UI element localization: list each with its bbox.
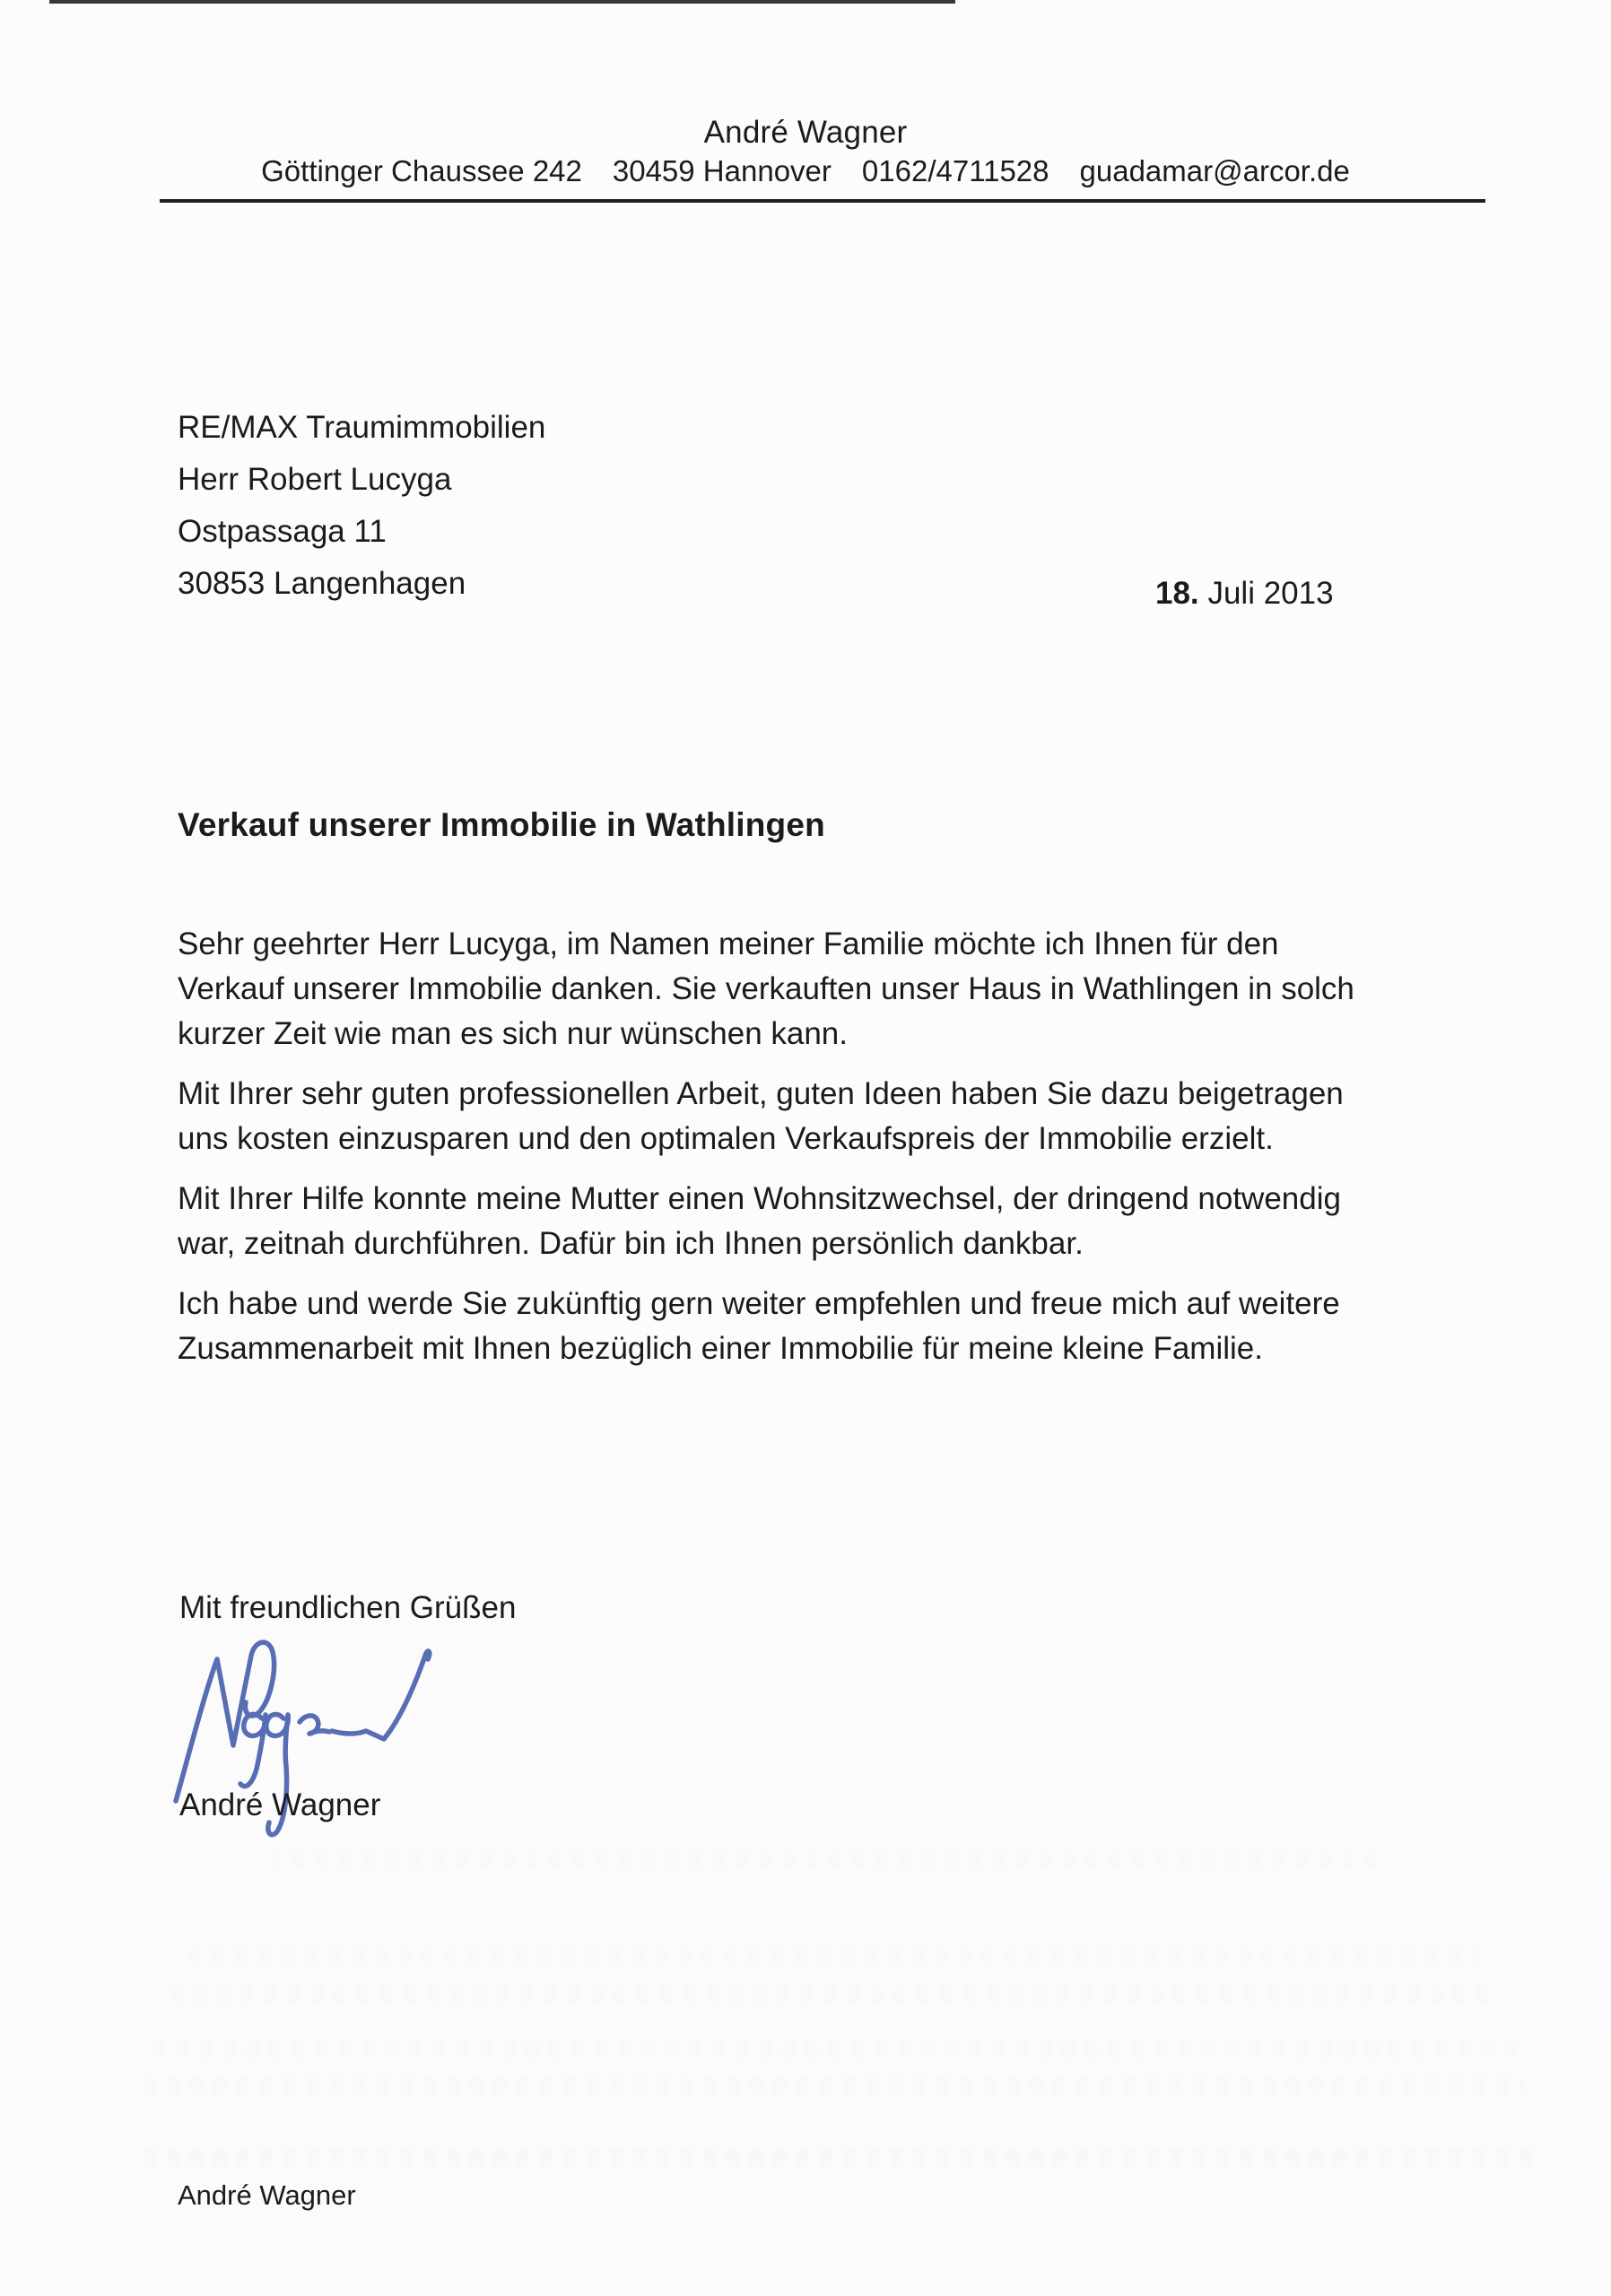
scan-artifact-bar <box>49 0 955 4</box>
letterhead-contact-line <box>0 154 1611 188</box>
letterhead-divider-rule <box>160 199 1485 203</box>
paragraph <box>178 1282 1487 1371</box>
closing-salutation: Mit freundlichen Grüßen <box>179 1590 517 1625</box>
body-line: uns kosten einzusparen und den optimalen Verkaufspreis der Immobilie erzielt. <box>178 1121 1274 1156</box>
scan-bleed-artifact <box>170 1984 1498 2004</box>
recipient-person: Herr Robert Lucyga <box>178 462 452 497</box>
date-day: 18. <box>1155 576 1199 611</box>
body-line: kurzer Zeit wie man es sich nur wünschen kann. <box>178 1016 848 1051</box>
body-line: Sehr geehrter Herr Lucyga, im Namen meiner Familie möchte ich Ihnen für den <box>178 926 1279 961</box>
body-line: Zusammenarbeit mit Ihnen bezüglich einer Immobilie für meine kleine Familie. <box>178 1331 1263 1366</box>
letterhead-name: André Wagner <box>703 115 908 150</box>
paragraph <box>178 922 1487 1057</box>
letterhead-phone: 0162/4711528 <box>861 154 1049 187</box>
scan-bleed-artifact <box>188 1946 1480 1966</box>
recipient-company: RE/MAX Traumimmobilien <box>178 410 546 445</box>
body-line: war, zeitnah durchführen. Dafür bin ich Ihnen persönlich dankbar. <box>178 1226 1084 1261</box>
signer-name: André Wagner <box>179 1787 381 1822</box>
subject-line: Verkauf unserer Immobilie in Wathlingen <box>178 806 825 843</box>
letterhead-email: guadamar@arcor.de <box>1079 154 1350 187</box>
footer-name: André Wagner <box>178 2179 356 2211</box>
date-month-year: Juli 2013 <box>1207 576 1334 611</box>
scan-bleed-artifact <box>144 2148 1543 2168</box>
letter-body <box>178 922 1487 1387</box>
letterhead-city: 30459 Hannover <box>612 154 832 187</box>
letterhead-street: Göttinger Chaussee 242 <box>261 154 582 187</box>
scan-bleed-artifact <box>152 2039 1516 2058</box>
recipient-address-block <box>178 402 545 610</box>
body-line: Mit Ihrer Hilfe konnte meine Mutter einen Wohnsitzwechsel, der dringend notwendig <box>178 1181 1341 1216</box>
body-line: Verkauf unserer Immobilie danken. Sie verkauften unser Haus in Wathlingen in solch <box>178 971 1354 1006</box>
recipient-city: 30853 Langenhagen <box>178 566 466 601</box>
paragraph <box>178 1072 1487 1161</box>
paragraph <box>178 1177 1487 1266</box>
scan-bleed-artifact <box>269 1849 1381 1869</box>
body-line: Mit Ihrer sehr guten professionellen Arbeit, guten Ideen haben Sie dazu beigetragen <box>178 1076 1344 1111</box>
date-line <box>1155 576 1334 612</box>
body-line: Ich habe und werde Sie zukünftig gern weiter empfehlen und freue mich auf weitere <box>178 1286 1340 1321</box>
recipient-street: Ostpassaga 11 <box>178 514 387 549</box>
scan-bleed-artifact <box>144 2076 1525 2096</box>
